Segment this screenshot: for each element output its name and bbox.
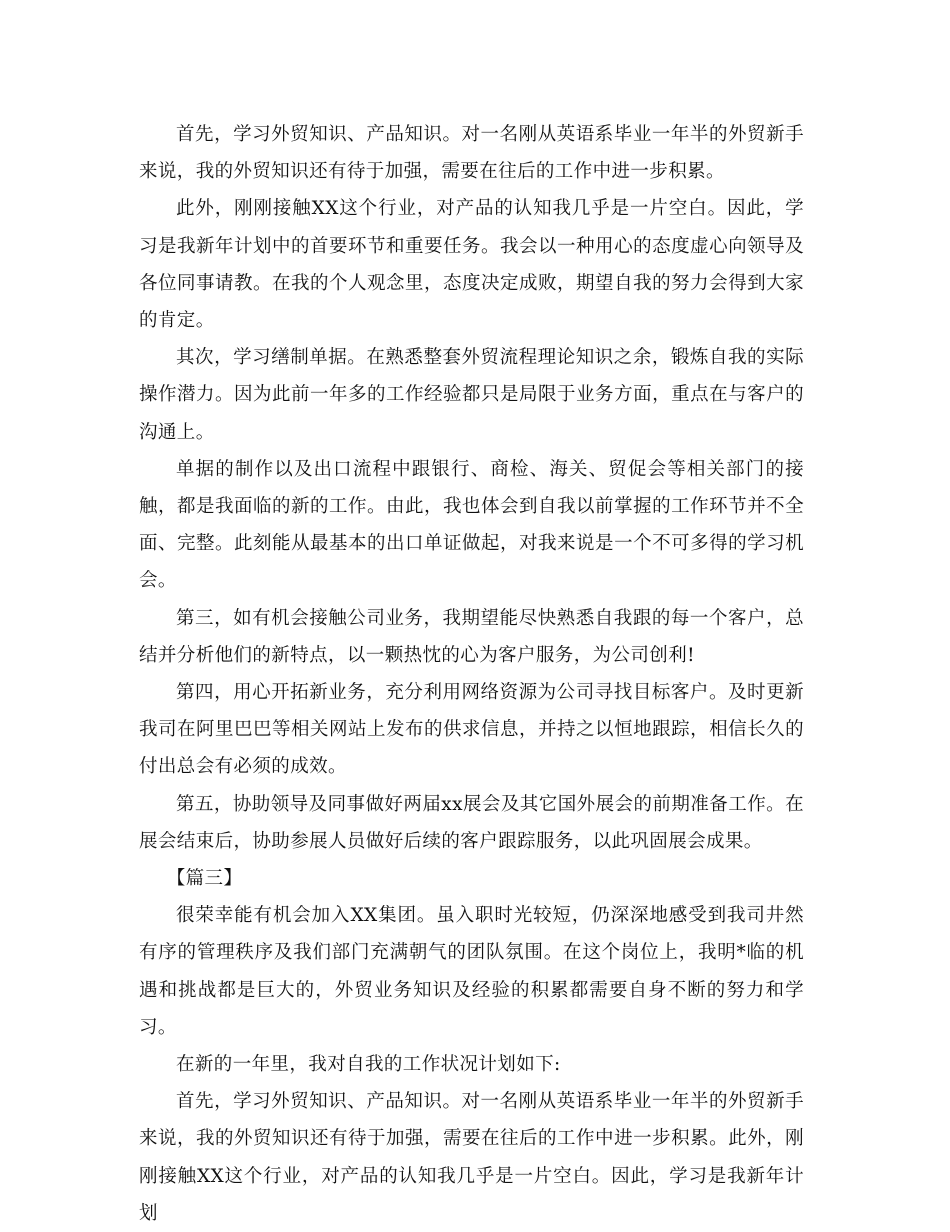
paragraph-documents: 其次，学习缮制单据。在熟悉整套外贸流程理论知识之余，锻炼自我的实际操作潜力。因为此前一年多的工作经验都只是局限于业务方面，重点在与客户的沟通上。 [139,347,804,443]
paragraph-new-industry: 此外，刚刚接触XX这个行业，对产品的认知我几乎是一片空白。因此，学习是我新年计划中的首要环节和重要任务。我会以一种用心的态度虚心向领导及各位同事请教。在我的个人观念里，态度决定成败，期望自我的努力会得到大家的肯定。 [139,198,804,332]
paragraph-fifth: 第五，协助领导及同事做好两届xx展会及其它国外展会的前期准备工作。在展会结束后，协助参展人员做好后续的客户跟踪服务，以此巩固展会成果。 [139,793,804,852]
paragraph-fourth: 第四，用心开拓新业务，充分利用网络资源为公司寻找目标客户。及时更新我司在阿里巴巴等相关网站上发布的供求信息，并持之以恒地跟踪，相信长久的付出总会有必须的成效。 [139,682,804,778]
paragraph-export-process: 单据的制作以及出口流程中跟银行、商检、海关、贸促会等相关部门的接触，都是我面临的新的工作。由此，我也体会到自我以前掌握的工作环节并不全面、完整。此刻能从最基本的出口单证做起，对我来说是一个不可多得的学习机会。 [139,458,804,592]
section-heading: 【篇三】 [166,868,243,890]
paragraph-third: 第三，如有机会接触公司业务，我期望能尽快熟悉自我跟的每一个客户，总结并分析他们的新特点，以一颗热忱的心为客户服务，为公司创利! [139,607,804,666]
document-body [139,116,804,1232]
paragraph-joining: 很荣幸能有机会加入XX集团。虽入职时光较短，仍深深地感受到我司井然有序的管理秩序及我们部门充满朝气的团队氛围。在这个岗位上，我明*临的机遇和挑战都是巨大的，外贸业务知识及经验的积累都需要自身不断的努力和学习。 [139,905,804,1038]
paragraph-plan-intro: 在新的一年里，我对自我的工作状况计划如下: [176,1054,561,1076]
paragraph-study-knowledge: 首先，学习外贸知识、产品知识。对一名刚从英语系毕业一年半的外贸新手来说，我的外贸知识还有待于加强，需要在往后的工作中进一步积累。 [139,124,804,183]
paragraph-study-again: 首先，学习外贸知识、产品知识。对一名刚从英语系毕业一年半的外贸新手来说，我的外贸知识还有待于加强，需要在往后的工作中进一步积累。此外，刚刚接触XX这个行业，对产品的认知我几乎是一片空白。因此，学习是我新年计划 [139,1091,804,1224]
